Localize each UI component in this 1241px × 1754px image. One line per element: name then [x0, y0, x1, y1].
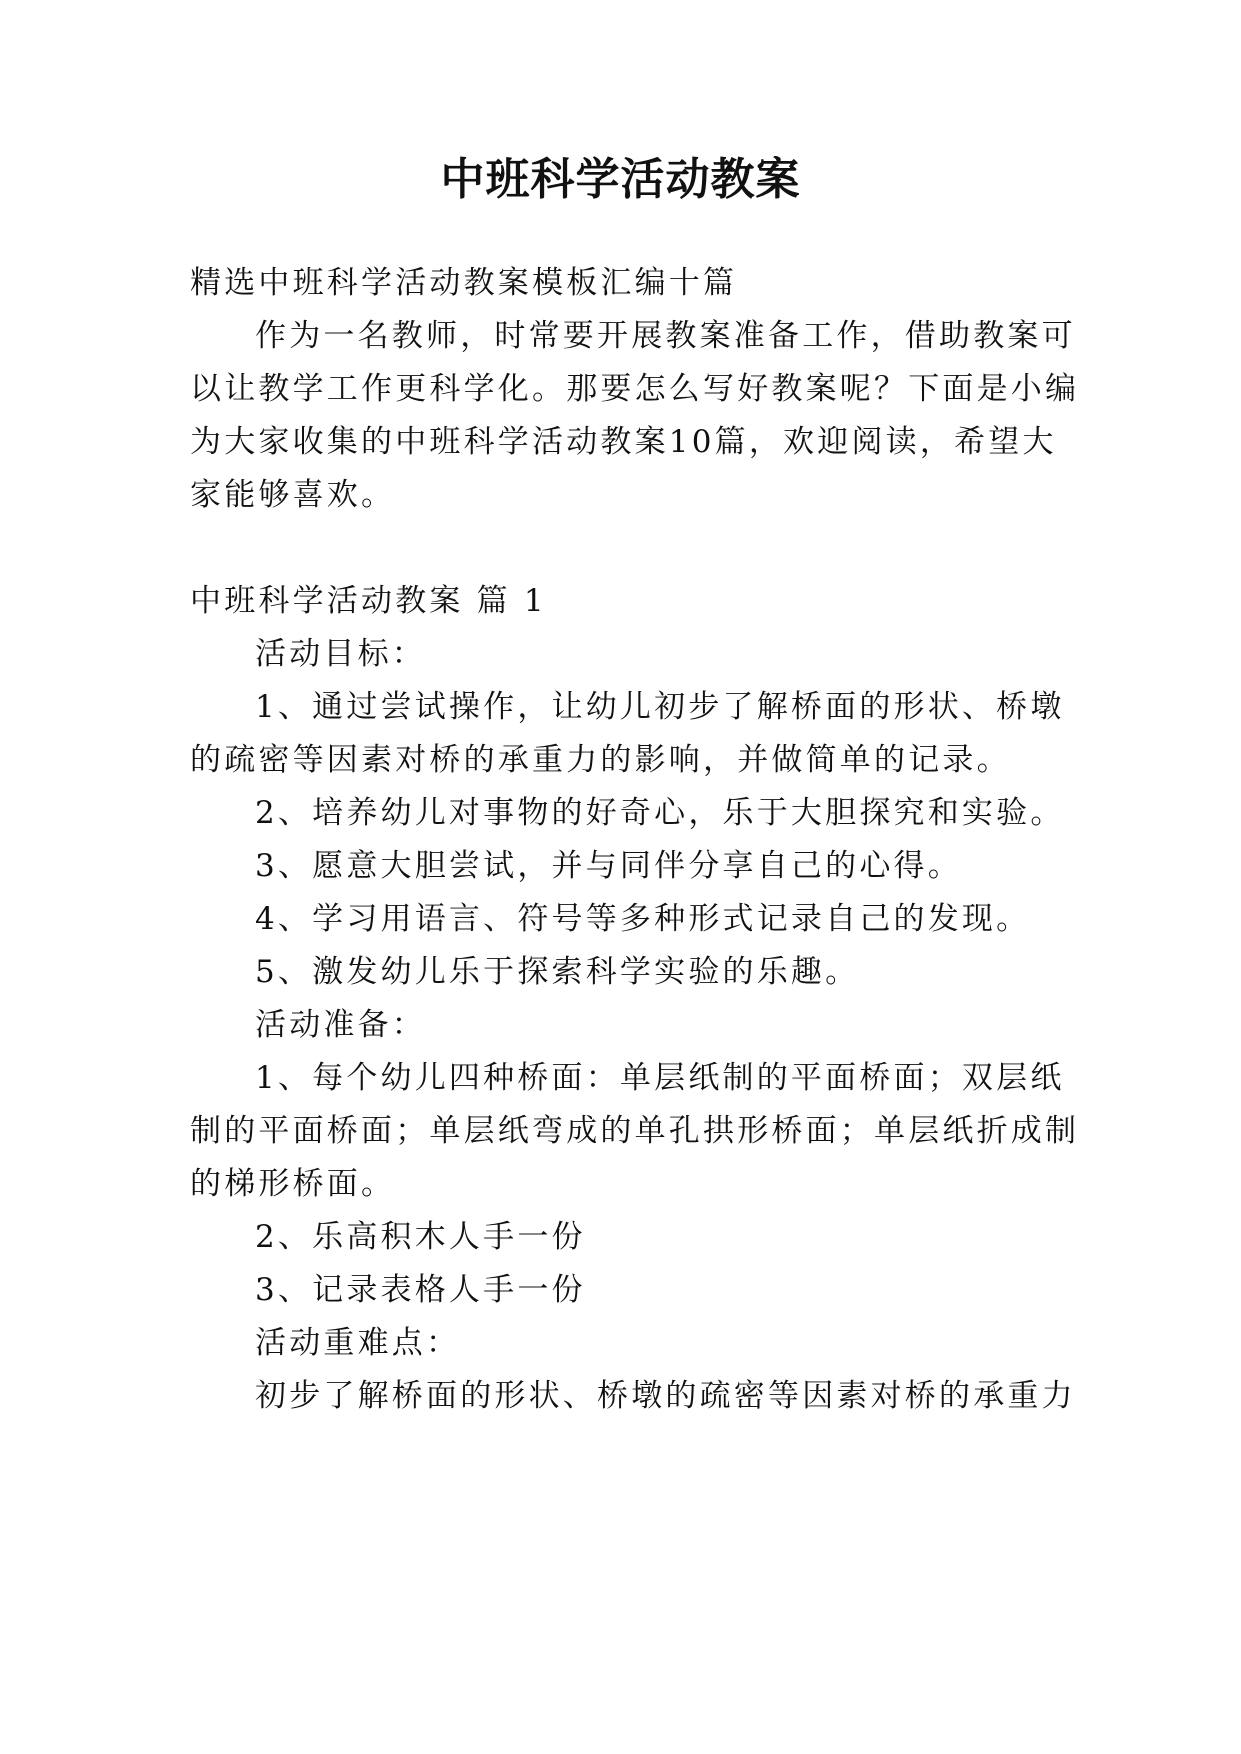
goal-1-line-1: 1、通过尝试操作，让幼儿初步了解桥面的形状、桥墩 [255, 689, 1065, 725]
intro-line-3: 为大家收集的中班科学活动教案10篇，欢迎阅读，希望大 [190, 424, 1057, 460]
goal-3: 3、愿意大胆尝试，并与同伴分享自己的心得。 [255, 848, 962, 884]
intro-line-2: 以让教学工作更科学化。那要怎么写好教案呢？下面是小编 [190, 371, 1080, 407]
prep-1-line-1: 1、每个幼儿四种桥面：单层纸制的平面桥面；双层纸 [255, 1060, 1065, 1096]
prep-1-line-3: 的梯形桥面。 [190, 1166, 396, 1202]
prep-1-line-2: 制的平面桥面；单层纸弯成的单孔拱形桥面；单层纸折成制 [190, 1113, 1080, 1149]
goal-5: 5、激发幼儿乐于探索科学实验的乐趣。 [255, 954, 860, 990]
goal-1-line-2: 的疏密等因素对桥的承重力的影响，并做简单的记录。 [190, 742, 1011, 778]
prep-3: 3、记录表格人手一份 [255, 1272, 586, 1308]
document-title: 中班科学活动教案 [440, 154, 801, 205]
goal-4: 4、学习用语言、符号等多种形式记录自己的发现。 [255, 901, 1031, 937]
intro-line-1: 作为一名教师，时常要开展教案准备工作，借助教案可 [255, 318, 1076, 354]
section-heading: 中班科学活动教案 篇 1 [190, 583, 547, 619]
prep-2: 2、乐高积木人手一份 [255, 1219, 586, 1255]
goal-2: 2、培养幼儿对事物的好奇心，乐于大胆探究和实验。 [255, 795, 1065, 831]
prep-label: 活动准备： [255, 1007, 426, 1043]
document-subtitle: 精选中班科学活动教案模板汇编十篇 [190, 265, 738, 301]
intro-line-4: 家能够喜欢。 [190, 477, 396, 513]
key-label: 活动重难点： [255, 1325, 461, 1361]
key-line: 初步了解桥面的形状、桥墩的疏密等因素对桥的承重力 [255, 1378, 1076, 1414]
goals-label: 活动目标： [255, 636, 426, 672]
